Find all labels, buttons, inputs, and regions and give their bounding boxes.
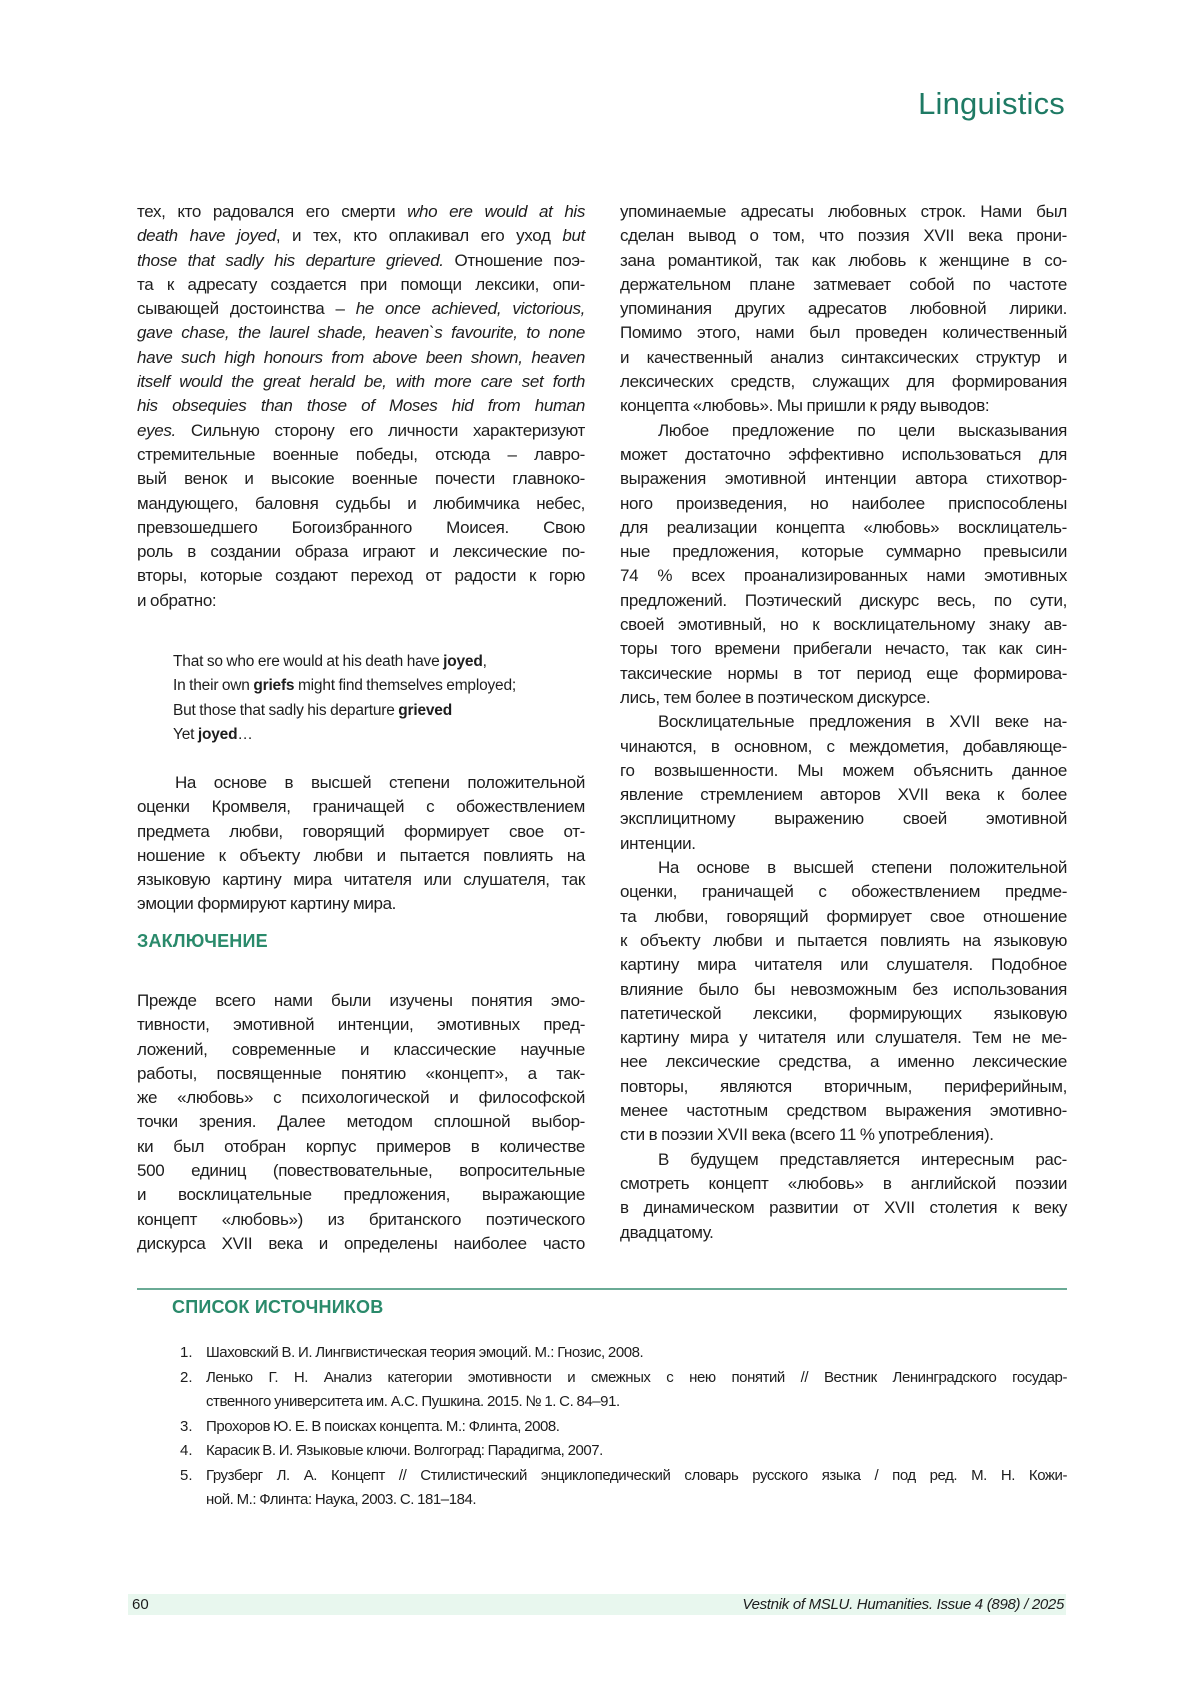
text-segment: сделан вывод о том, что поэзия XVII века прони-: [620, 226, 1067, 245]
text-segment: смотреть концепт «любовь» в английской поэзии: [620, 1174, 1067, 1193]
text-segment: упоминания других адресатов любовной лирики.: [620, 299, 1067, 318]
text-segment: might find themselves employed;: [294, 677, 516, 694]
paragraph: [620, 419, 1067, 711]
text-line: [620, 443, 1067, 467]
text-segment: мандующего, баловня судьбы и любимчика небес,: [137, 494, 585, 513]
text-line: [137, 1135, 585, 1159]
text-segment: к объекту любви и пытается повлиять на языковую: [620, 931, 1067, 950]
text-segment: лексических средств, служащих для формирования: [620, 372, 1067, 391]
reference-text: Грузберг Л. А. Концепт // Стилистический энциклопедический словарь русского языка / под ред. М. Н. Кожи-: [206, 1464, 1067, 1489]
text-segment: эксплицитному выражению своей эмотивной: [620, 809, 1067, 828]
text-segment: упоминаемые адресаты любовных строк. Нами был: [620, 202, 1067, 221]
text-line: [620, 1123, 1067, 1147]
text-segment: же «любовь» с психологической и философской: [137, 1088, 585, 1107]
paragraph: [620, 200, 1067, 419]
text-line: [137, 1013, 585, 1037]
poem-quote: [137, 650, 585, 747]
text-line: [620, 832, 1067, 856]
text-line: [137, 989, 585, 1013]
section-divider: [137, 1288, 1067, 1290]
text-line: [620, 710, 1067, 734]
paragraph: [137, 989, 585, 1256]
page-number: 60: [132, 1594, 149, 1615]
text-line: [620, 1221, 1067, 1245]
text-segment: интенции.: [620, 834, 696, 853]
text-line: [137, 443, 585, 467]
text-line: [620, 807, 1067, 831]
text-segment: работы, посвященные понятию «концепт», а так-: [137, 1064, 585, 1083]
reference-item: [180, 1415, 1067, 1440]
text-line: [620, 759, 1067, 783]
text-line: [137, 1208, 585, 1232]
text-segment: сти в поэзии XVII века (всего 11 % употребления).: [620, 1125, 994, 1144]
quoted-text: he once achieved, victorious,: [356, 299, 585, 318]
text-segment: тех, кто радовался его смерти: [137, 202, 407, 221]
quoted-text: eyes.: [137, 421, 176, 440]
text-segment: своей эмотивный, но к восклицательному знаку ав-: [620, 615, 1067, 634]
text-line: [137, 1062, 585, 1086]
text-segment: и качественный анализ синтаксических структур и: [620, 348, 1067, 367]
text-line: [620, 249, 1067, 273]
text-segment: дискурса XVII века и определены наиболее часто: [137, 1234, 585, 1253]
text-segment: го возвышенности. Мы можем объяснить данное: [620, 761, 1067, 780]
text-segment: картину мира читателя или слушателя. Подобное: [620, 955, 1067, 974]
text-line: [137, 892, 585, 916]
text-segment: ные предложения, которые суммарно превысили: [620, 542, 1067, 561]
text-segment: 500 единиц (повествовательные, вопросительные: [137, 1161, 585, 1180]
text-line: [620, 1148, 1067, 1172]
paragraph: [137, 771, 585, 917]
text-line: [620, 1172, 1067, 1196]
text-segment: повторы, являются вторичным, периферийным,: [620, 1077, 1067, 1096]
text-segment: Помимо этого, нами был проведен количественный: [620, 323, 1067, 342]
text-segment: ,: [483, 653, 487, 670]
quoted-text: have such high honours from above been shown, heaven: [137, 348, 585, 367]
reference-number: 5.: [180, 1464, 193, 1489]
text-segment: вый венок и высокие военные почести главноко-: [137, 469, 585, 488]
text-segment: Отношение поэ-: [444, 251, 585, 270]
text-line: [137, 394, 585, 418]
text-line: [620, 686, 1067, 710]
text-segment: , и тех, кто оплакивал его уход: [276, 226, 563, 245]
reference-text: Ленько Г. Н. Анализ категории эмотивности и смежных с нею понятий // Вестник Ленинградского государ-: [206, 1366, 1067, 1391]
text-segment: влияние было бы невозможным без использования: [620, 980, 1067, 999]
text-line: [137, 200, 585, 224]
reference-item: [180, 1464, 1067, 1513]
text-segment: торы того времени прибегали нечасто, так как син-: [620, 639, 1067, 658]
text-segment: оценки, граничащей с обожествлением предме-: [620, 882, 1067, 901]
text-segment: ки был отобран корпус примеров в количестве: [137, 1137, 585, 1156]
text-segment: та любви, говорящий формирует свое отношение: [620, 907, 1067, 926]
text-line: [620, 370, 1067, 394]
text-line: [137, 346, 585, 370]
text-segment: На основе в высшей степени положительной: [658, 858, 1067, 877]
reference-text: ственного университета им. А.С. Пушкина. 2015. № 1. С. 84–91.: [206, 1390, 1067, 1415]
text-line: [137, 844, 585, 868]
journal-citation: Vestnik of MSLU. Humanities. Issue 4 (898) / 2025: [742, 1594, 1064, 1615]
text-segment: таксические нормы в тот период еще формирова-: [620, 664, 1067, 683]
text-segment: менее частотным средством выражения эмотивно-: [620, 1101, 1067, 1120]
emphasized-word: joyed: [443, 653, 482, 670]
text-segment: двадцатому.: [620, 1223, 714, 1242]
reference-text: ной. М.: Флинта: Наука, 2003. С. 181–184.: [206, 1488, 1067, 1513]
text-segment: Восклицательные предложения в XVII веке на-: [658, 712, 1067, 731]
text-line: [620, 735, 1067, 759]
text-segment: 74 % всех проанализированных нами эмотивных: [620, 566, 1067, 585]
text-segment: нее лексические средства, а именно лексические: [620, 1052, 1067, 1071]
text-line: [620, 419, 1067, 443]
text-line: [137, 795, 585, 819]
text-line: [137, 540, 585, 564]
text-segment: превзошедшего Богоизбранного Моисея. Свою: [137, 518, 585, 537]
text-line: [620, 1050, 1067, 1074]
poem-line: [137, 723, 585, 747]
poem-line: [137, 674, 585, 698]
text-line: [620, 880, 1067, 904]
section-label: Linguistics: [918, 86, 1065, 122]
emphasized-word: griefs: [253, 677, 294, 694]
paragraph: [620, 1148, 1067, 1245]
emphasized-word: joyed: [198, 726, 237, 743]
text-line: [620, 953, 1067, 977]
text-line: [137, 1038, 585, 1062]
text-segment: роль в создании образа играют и лексические по-: [137, 542, 585, 561]
text-line: [137, 1232, 585, 1256]
text-line: [137, 492, 585, 516]
text-line: [137, 1086, 585, 1110]
text-line: [620, 662, 1067, 686]
text-line: [620, 200, 1067, 224]
paragraph: [620, 856, 1067, 1148]
text-segment: …: [237, 726, 252, 743]
text-line: [137, 564, 585, 588]
text-segment: But those that sadly his departure: [173, 702, 398, 719]
text-line: [137, 249, 585, 273]
text-segment: Сильную сторону его личности характеризуют: [176, 421, 585, 440]
text-segment: Прежде всего нами были изучены понятия эмо-: [137, 991, 585, 1010]
text-segment: ного произведения, но наиболее приспособлены: [620, 494, 1067, 513]
text-line: [620, 297, 1067, 321]
emphasized-word: grieved: [398, 702, 452, 719]
poem-line: [137, 699, 585, 723]
text-segment: На основе в высшей степени положительной: [175, 773, 585, 792]
text-segment: лись, тем более в поэтическом дискурсе.: [620, 688, 930, 707]
reference-item: [180, 1366, 1067, 1415]
text-line: [620, 394, 1067, 418]
text-segment: В будущем представляется интересным рас-: [658, 1150, 1067, 1169]
text-line: [137, 467, 585, 491]
text-segment: In their own: [173, 677, 253, 694]
text-segment: языковую картину мира читателя или слушателя, так: [137, 870, 585, 889]
text-segment: стремительные военные победы, отсюда – лавро-: [137, 445, 585, 464]
text-segment: для реализации концепта «любовь» восклицатель-: [620, 518, 1067, 537]
text-segment: зана романтикой, так как любовь к женщине в со-: [620, 251, 1067, 270]
text-segment: явление стремлением авторов XVII века к более: [620, 785, 1067, 804]
text-segment: держательном плане затмевает собой по частоте: [620, 275, 1067, 294]
text-line: [620, 492, 1067, 516]
text-line: [620, 978, 1067, 1002]
text-line: [620, 613, 1067, 637]
text-segment: концепта «любовь». Мы пришли к ряду выводов:: [620, 396, 989, 415]
text-line: [137, 1110, 585, 1134]
text-line: [620, 856, 1067, 880]
text-line: [137, 820, 585, 844]
reference-text: Прохоров Ю. Е. В поисках концепта. М.: Флинта, 2008.: [206, 1415, 1067, 1440]
text-line: [137, 321, 585, 345]
text-line: [620, 1075, 1067, 1099]
text-segment: концепт «любовь») из британского поэтического: [137, 1210, 585, 1229]
reference-text: Карасик В. И. Языковые ключи. Волгоград: Парадигма, 2007.: [206, 1439, 1067, 1464]
text-line: [620, 783, 1067, 807]
quoted-text: gave chase, the laurel shade, heaven`s favourite, to none: [137, 323, 585, 342]
reference-number: 2.: [180, 1366, 193, 1391]
text-line: [137, 868, 585, 892]
text-line: [620, 1196, 1067, 1220]
text-line: [620, 637, 1067, 661]
reference-item: [180, 1341, 1067, 1366]
quoted-text: those that sadly his departure grieved.: [137, 251, 444, 270]
text-line: [620, 467, 1067, 491]
reference-item: [180, 1439, 1067, 1464]
text-segment: сывающей достоинства –: [137, 299, 356, 318]
quoted-text: death have joyed: [137, 226, 276, 245]
page-footer: [128, 1594, 1066, 1615]
text-segment: предмета любви, говорящий формирует свое от-: [137, 822, 585, 841]
text-line: [620, 540, 1067, 564]
text-segment: Любое предложение по цели высказывания: [658, 421, 1067, 440]
quoted-text: but: [562, 226, 585, 245]
text-line: [137, 1159, 585, 1183]
reference-number: 4.: [180, 1439, 193, 1464]
text-line: [620, 516, 1067, 540]
text-segment: может достаточно эффективно использоваться для: [620, 445, 1067, 464]
text-line: [620, 905, 1067, 929]
text-line: [137, 589, 585, 613]
text-line: [620, 929, 1067, 953]
text-line: [137, 419, 585, 443]
conclusion-heading: ЗАКЛЮЧЕНИЕ: [137, 931, 268, 952]
reference-text: Шаховский В. И. Лингвистическая теория эмоций. М.: Гнозис, 2008.: [206, 1341, 1067, 1366]
poem-line: [137, 650, 585, 674]
reference-number: 3.: [180, 1415, 193, 1440]
text-segment: точки зрения. Далее методом сплошной выбор-: [137, 1112, 585, 1131]
text-line: [620, 273, 1067, 297]
text-line: [620, 564, 1067, 588]
text-segment: ложений, современные и классические научные: [137, 1040, 585, 1059]
text-line: [620, 321, 1067, 345]
text-line: [137, 273, 585, 297]
text-line: [137, 1183, 585, 1207]
text-segment: Yet: [173, 726, 198, 743]
text-line: [620, 224, 1067, 248]
text-line: [137, 224, 585, 248]
text-segment: вторы, которые создают переход от радости к горю: [137, 566, 585, 585]
text-segment: чинаются, в основном, с междометия, добавляюще-: [620, 737, 1067, 756]
paragraph: [137, 200, 585, 613]
text-segment: и восклицательные предложения, выражающие: [137, 1185, 585, 1204]
text-segment: предложений. Поэтический дискурс весь, по сути,: [620, 591, 1067, 610]
text-line: [620, 1099, 1067, 1123]
paragraph: [620, 710, 1067, 856]
text-segment: ношение к объекту любви и пытается повлиять на: [137, 846, 585, 865]
text-line: [137, 297, 585, 321]
text-line: [620, 346, 1067, 370]
text-line: [137, 370, 585, 394]
quoted-text: who ere would at his: [407, 202, 585, 221]
left-column: [137, 200, 585, 1270]
text-segment: и обратно:: [137, 591, 216, 610]
text-segment: картину мира у читателя или слушателя. Тем не ме-: [620, 1028, 1067, 1047]
references-list: [180, 1341, 1067, 1513]
text-line: [620, 1002, 1067, 1026]
text-segment: патетической лексики, формирующих языковую: [620, 1004, 1067, 1023]
reference-number: 1.: [180, 1341, 193, 1366]
quoted-text: his obsequies than those of Moses hid from human: [137, 396, 585, 415]
text-segment: в динамическом развитии от XVII столетия к веку: [620, 1198, 1067, 1217]
text-line: [137, 771, 585, 795]
references-heading: СПИСОК ИСТОЧНИКОВ: [172, 1297, 383, 1318]
text-segment: та к адресату создается при помощи лексики, опи-: [137, 275, 585, 294]
text-segment: оценки Кромвеля, граничащей с обожествлением: [137, 797, 585, 816]
text-segment: выражения эмотивной интенции автора стихотвор-: [620, 469, 1067, 488]
quoted-text: itself would the great herald be, with more care set forth: [137, 372, 585, 391]
right-column: [620, 200, 1067, 1270]
text-line: [620, 589, 1067, 613]
text-line: [137, 516, 585, 540]
text-segment: That so who ere would at his death have: [173, 653, 443, 670]
text-segment: эмоции формируют картину мира.: [137, 894, 396, 913]
text-line: [620, 1026, 1067, 1050]
text-segment: тивности, эмотивной интенции, эмотивных пред-: [137, 1015, 585, 1034]
